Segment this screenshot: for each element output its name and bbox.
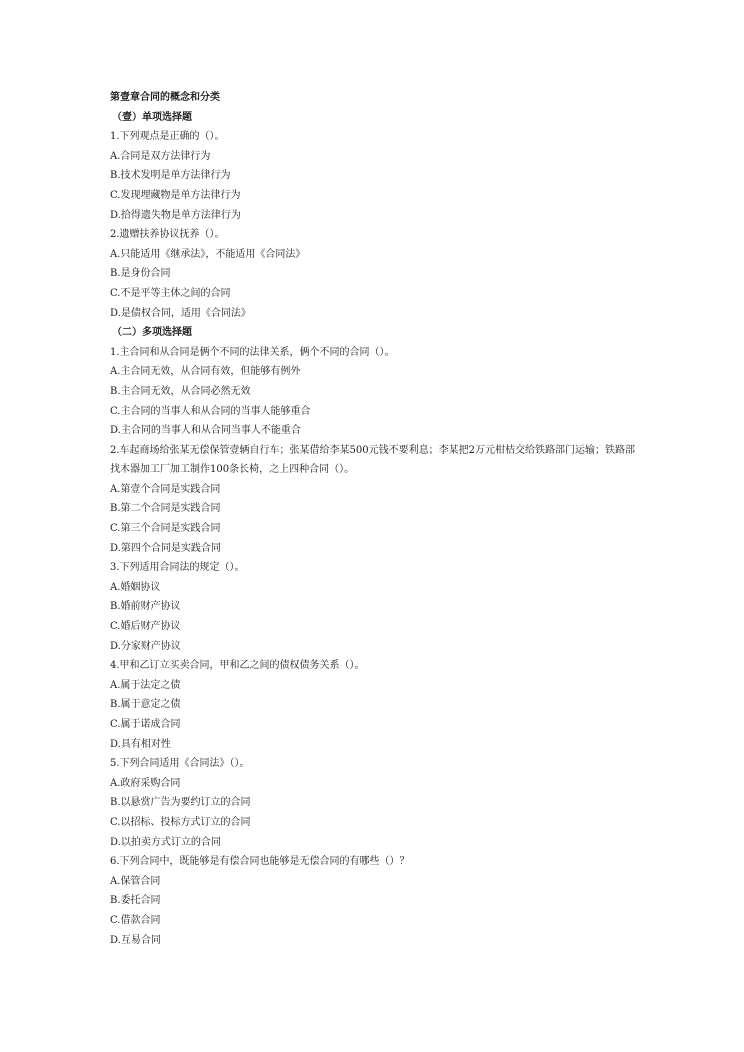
question-text: 2.遗赠扶养协议抚养（）。 bbox=[110, 229, 225, 241]
answer-option: D.主合同的当事人和从合同当事人不能重合 bbox=[110, 425, 301, 437]
section-heading-multiple-choice: （二）多项选择题 bbox=[112, 327, 192, 339]
answer-option: B.以悬赏广告为要约订立的合同 bbox=[110, 797, 251, 809]
answer-option: A.保管合同 bbox=[110, 875, 161, 887]
answer-option: D.互易合同 bbox=[110, 934, 161, 946]
answer-option: C.发现埋藏物是单方法律行为 bbox=[110, 189, 241, 201]
answer-option: D.具有相对性 bbox=[110, 738, 171, 750]
answer-option: A.第壹个合同是实践合同 bbox=[110, 483, 221, 495]
question-text: 5.下列合同适用《合同法》（）。 bbox=[110, 758, 250, 770]
answer-option: D.以拍卖方式订立的合同 bbox=[110, 836, 221, 848]
answer-option: B.主合同无效，从合同必然无效 bbox=[110, 385, 251, 397]
answer-option: C.第三个合同是实践合同 bbox=[110, 523, 221, 535]
question-text: 1.主合同和从合同是俩个不同的法律关系，俩个不同的合同（）。 bbox=[110, 346, 395, 358]
chapter-title: 第壹章合同的概念和分类 bbox=[110, 92, 220, 103]
answer-option: A.只能适用《继承法》，不能适用《合同法》 bbox=[110, 248, 306, 260]
single-choice-questions bbox=[110, 127, 640, 323]
question-text: 3.下列适用合同法的规定（）。 bbox=[110, 562, 245, 574]
answer-option: A.合同是双方法律行为 bbox=[110, 150, 211, 162]
answer-option: D.拾得遗失物是单方法律行为 bbox=[110, 209, 241, 221]
answer-option: B.婚前财产协议 bbox=[110, 601, 181, 613]
answer-option: C.主合同的当事人和从合同的当事人能够重合 bbox=[110, 405, 311, 417]
answer-option: B.是身份合同 bbox=[110, 268, 171, 280]
answer-option: C.以招标、投标方式订立的合同 bbox=[110, 816, 251, 828]
answer-option: D.第四个合同是实践合同 bbox=[110, 542, 221, 554]
answer-option: B.技术发明是单方法律行为 bbox=[110, 170, 231, 182]
answer-option: A.婚姻协议 bbox=[110, 581, 161, 593]
section-heading-single-choice: （壹）单项选择题 bbox=[112, 111, 192, 123]
question-text: 2.车起商场给张某无偿保管壹辆自行车；张某借给李某500元钱不要利息；李某把2万元柑桔交给铁路部门运输；铁路部找木器加工厂加工制作100条长椅，之上四种合同（）。 bbox=[110, 444, 635, 476]
answer-option: A.属于法定之债 bbox=[110, 679, 181, 691]
answer-option: C.不是平等主体之间的合同 bbox=[110, 287, 231, 299]
answer-option: D.是债权合同，适用《合同法》 bbox=[110, 307, 251, 319]
answer-option: B.属于意定之债 bbox=[110, 699, 181, 711]
document-body bbox=[110, 88, 640, 950]
answer-option: C.借款合同 bbox=[110, 914, 161, 926]
answer-option: B.第二个合同是实践合同 bbox=[110, 503, 221, 515]
answer-option: A.政府采购合同 bbox=[110, 777, 181, 789]
multiple-choice-questions bbox=[110, 343, 640, 950]
answer-option: B.委托合同 bbox=[110, 895, 161, 907]
answer-option: A.主合同无效，从合同有效，但能够有例外 bbox=[110, 366, 301, 378]
question-text: 4.甲和乙订立买卖合同，甲和乙之间的债权债务关系（）。 bbox=[110, 660, 365, 672]
answer-option: C.婚后财产协议 bbox=[110, 621, 181, 633]
question-text: 6.下列合同中，既能够是有偿合同也能够是无偿合同的有哪些（）？ bbox=[110, 856, 410, 868]
answer-option: D.分家财产协议 bbox=[110, 640, 181, 652]
question-text: 1.下列观点是正确的（）。 bbox=[110, 131, 225, 143]
answer-option: C.属于诺成合同 bbox=[110, 719, 181, 730]
